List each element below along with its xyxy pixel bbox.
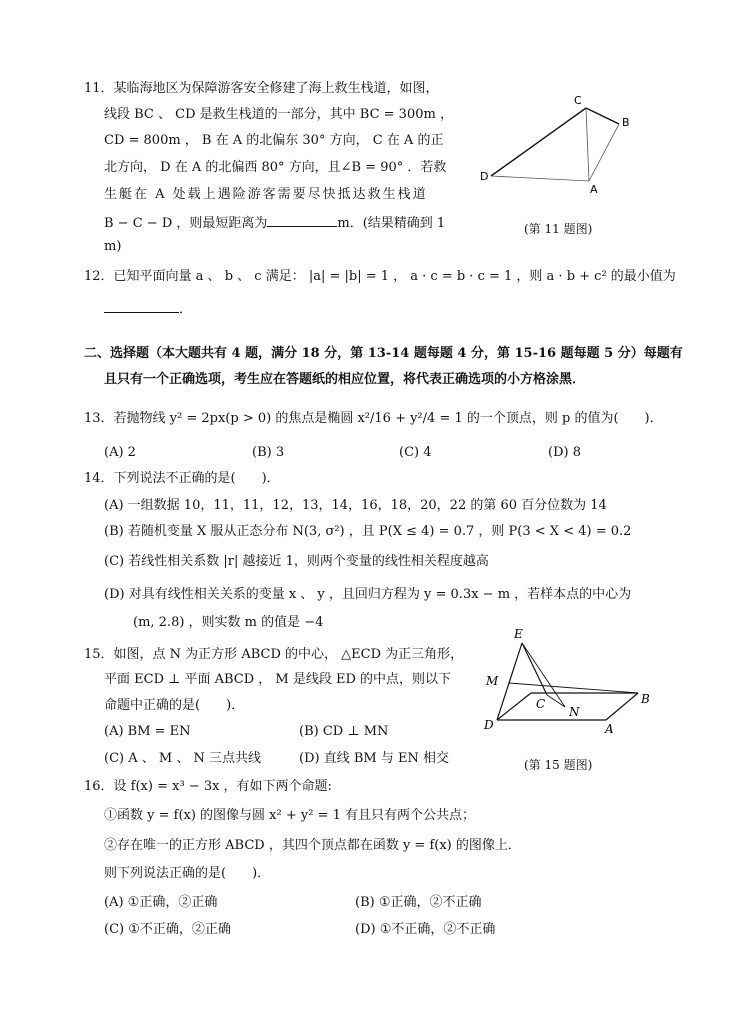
q11-line-2: 线段 BC 、 CD 是救生栈道的一部分，其中 BC = 300m ， — [104, 107, 453, 122]
q13-option-b[interactable]: (B) 3 — [252, 445, 285, 460]
q16-option-d[interactable]: (D) ①不正确，②不正确 — [355, 922, 496, 937]
q11-seg-CA — [586, 108, 589, 181]
q15-label-D: D — [484, 718, 494, 732]
q15-line-1: 15．如图，点 N 为正方形 ABCD 的中心， △ECD 为正三角形， — [84, 647, 464, 662]
q13-option-d[interactable]: (D) 8 — [548, 445, 581, 460]
section2-header-line-1: 二、选择题（本大题共有 4 题，满分 18 分，第 13-14 题每题 4 分，第 15-16 题每题 5 分）每题有 — [84, 346, 683, 361]
q11-line-7: m) — [104, 239, 122, 254]
q16-option-a[interactable]: (A) ①正确，②正确 — [104, 895, 218, 910]
q16-ask: 则下列说法正确的是( )． — [104, 866, 271, 881]
q15-label-E: E — [514, 627, 523, 641]
q11-line-4: 北方向， D 在 A 的北偏西 80° 方向，且∠B = 90° ．若救 — [104, 160, 447, 175]
q15-label-A: A — [605, 722, 614, 736]
q13-stem: 13．若抛物线 y² = 2px(p > 0) 的焦点是椭圆 x²/16 + y²/4 = 1 的一个顶点，则 p 的值为( )． — [84, 411, 663, 426]
q11-label-D: D — [480, 170, 489, 183]
q11-line-5: 生艇在 A 处载上遇险游客需要尽快抵达救生栈道 — [104, 187, 428, 202]
q15-option-d[interactable]: (D) 直线 BM 与 EN 相交 — [299, 751, 449, 766]
q15-label-N: N — [569, 705, 580, 719]
q12-line-1: 12．已知平面向量 a 、 b 、 c 满足： |a| = |b| = 1 ， a · c = b · c = 1 ，则 a · b + c² 的最小值为 — [84, 269, 676, 284]
q15-option-c[interactable]: (C) A 、 M 、 N 三点共线 — [104, 751, 261, 766]
q15-label-M: M — [486, 674, 499, 688]
q16-proposition-1: ①函数 y = f(x) 的图像与圆 x² + y² = 1 有且只有两个公共点； — [104, 808, 476, 823]
q15-option-a[interactable]: (A) BM = EN — [104, 724, 191, 739]
q11-seg-CB — [586, 108, 619, 124]
q14-option-c[interactable]: (C) 若线性相关系数 |r| 越接近 1，则两个变量的线性相关程度越高 — [104, 554, 489, 569]
q16-option-b[interactable]: (B) ①正确，②不正确 — [355, 895, 482, 910]
q15-caption: (第 15 题图) — [524, 758, 593, 772]
q15-seg-CN — [547, 695, 565, 707]
q12-line-2-tail: ． — [179, 302, 193, 317]
q12-answer-blank[interactable] — [104, 299, 179, 313]
q11-caption: (第 11 题图) — [524, 222, 593, 236]
q15-line-2: 平面 ECD ⊥ 平面 ABCD ， M 是线段 ED 的中点，则以下 — [104, 672, 452, 687]
q11-line-3: CD = 800m ， B 在 A 的北偏东 30° 方向， C 在 A 的正 — [104, 133, 444, 148]
section2-header-line-2: 且只有一个正确选项，考生应在答题纸的相应位置，将代表正确选项的小方格涂黑． — [104, 372, 586, 387]
q16-option-c[interactable]: (C) ①不正确，②正确 — [104, 922, 231, 937]
q11-seg-BA — [589, 124, 619, 181]
q14-option-a[interactable]: (A) 一组数据 10，11，11，12，13，14，16，18，20，22 的第 60 百分位数为 14 — [104, 498, 607, 513]
q15-edge-AB — [606, 693, 638, 720]
q13-option-a[interactable]: (A) 2 — [104, 445, 136, 460]
q11-seg-DC — [491, 108, 586, 176]
q12-line-2 — [104, 299, 192, 319]
q15-line-3: 命题中正确的是( )． — [104, 698, 245, 713]
q11-line-6-text: B − C − D ，则最短距离为 — [104, 216, 268, 231]
q11-label-A: A — [590, 183, 598, 196]
q15-seg-MB — [509, 683, 638, 693]
q11-label-C: C — [574, 94, 582, 107]
q11-line-1: 11．某临海地区为保障游客安全修建了海上救生栈道，如图， — [84, 81, 439, 96]
q15-figure — [480, 625, 660, 745]
q14-option-b[interactable]: (B) 若随机变量 X 服从正态分布 N(3, σ²) ，且 P(X ≤ 4) = 0.7 ，则 P(3 < X < 4) = 0.2 — [104, 524, 632, 539]
q11-label-B: B — [622, 116, 630, 129]
q15-edge-EC — [522, 643, 547, 695]
q13-option-c[interactable]: (C) 4 — [399, 445, 432, 460]
q11-figure — [478, 92, 638, 202]
q15-label-B: B — [641, 692, 650, 706]
q14-option-d-line-1[interactable]: (D) 对具有线性相关关系的变量 x 、 y ，且回归方程为 y = 0.3x − m ，若样本点的中心为 — [104, 587, 632, 602]
q15-edge-ED — [497, 643, 522, 720]
q11-seg-DA — [491, 176, 589, 181]
q11-line-6-tail: m．(结果精确到 1 — [337, 216, 446, 231]
q14-option-d-line-2: (m, 2.8) ，则实数 m 的值是 −4 — [133, 615, 324, 630]
q15-option-b[interactable]: (B) CD ⊥ MN — [299, 724, 389, 739]
q16-proposition-2: ②存在唯一的正方形 ABCD ，其四个顶点都在函数 y = f(x) 的图像上． — [104, 838, 521, 853]
q11-line-6 — [104, 213, 445, 233]
q15-edge-CD — [497, 693, 531, 720]
q16-stem: 16．设 f(x) = x³ − 3x ，有如下两个命题: — [84, 779, 332, 794]
q11-answer-blank[interactable] — [267, 213, 337, 227]
q14-stem: 14．下列说法不正确的是( )． — [84, 471, 280, 486]
q15-label-C: C — [536, 697, 546, 711]
